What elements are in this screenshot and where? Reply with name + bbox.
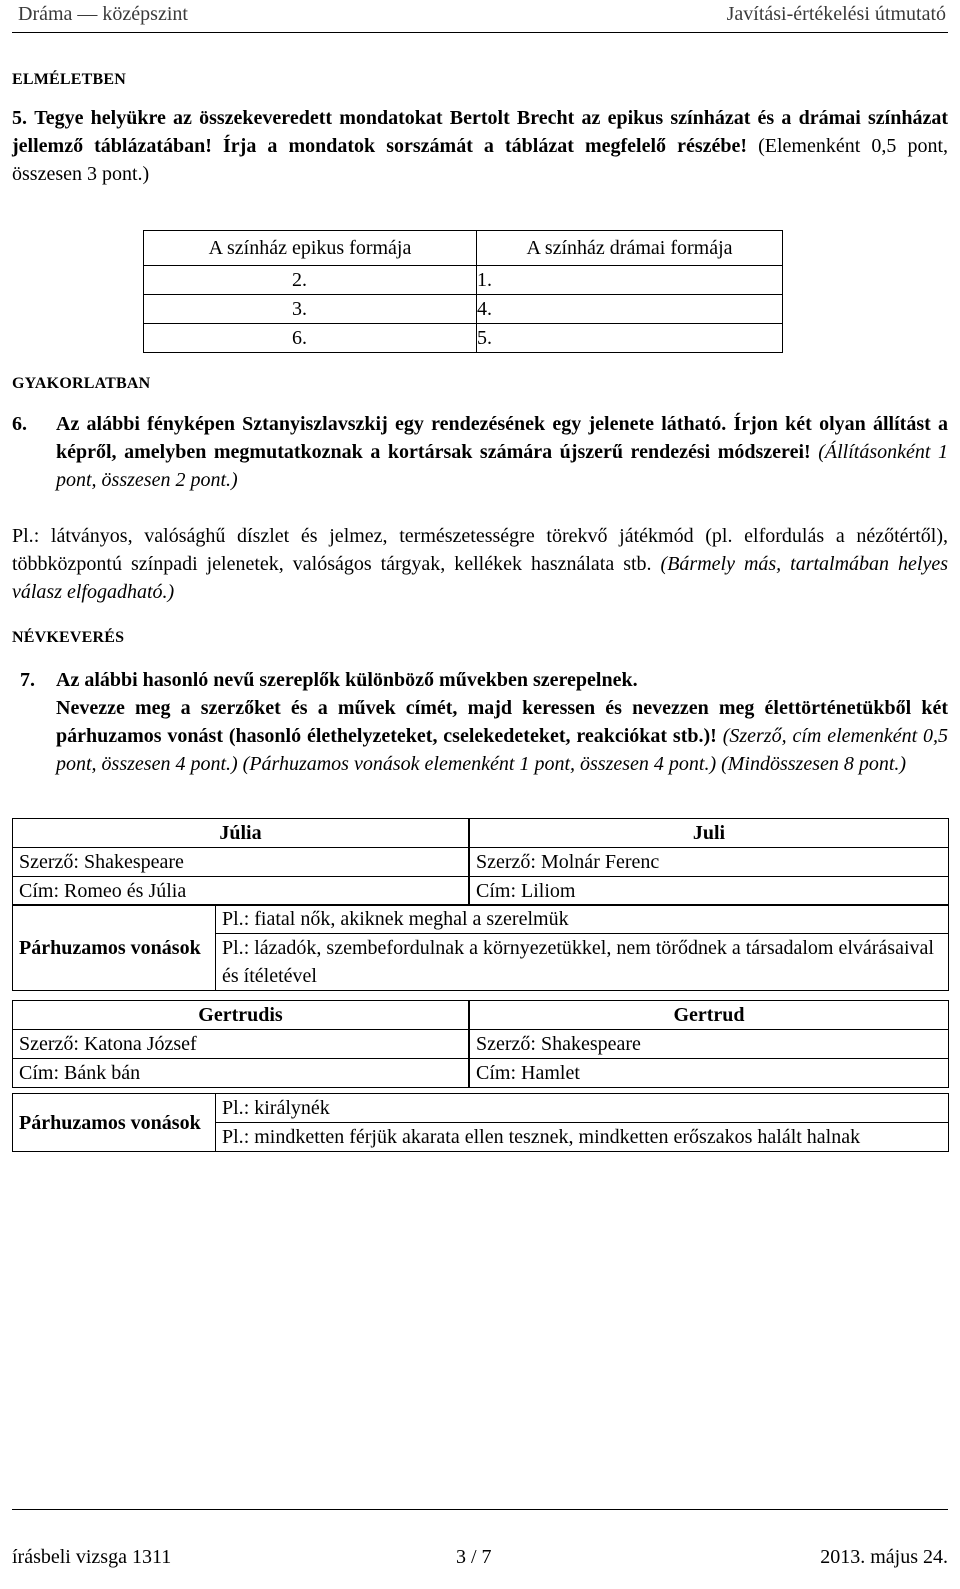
pair-right-name: Juli [470, 819, 949, 848]
question-6 [56, 410, 948, 494]
parallel-text: : mindketten férjük akarata ellen tesznek, mindketten erőszakos halált halnak [243, 1126, 861, 1148]
question-6-number: 6. [12, 413, 27, 435]
parallels-label: Párhuzamos vonások [13, 1094, 216, 1152]
question-5-score: (Elemenként 0,5 pont, összesen 3 pont.) [12, 135, 949, 185]
table-row [144, 295, 783, 324]
parallels-table [12, 904, 949, 991]
parallel-prefix: Pl. [222, 1126, 244, 1148]
question-5-text: Tegye helyükre az összekeveredett mondatokat Bertolt Brecht az epikus színházat és a drámai színházat jellemző táblázatában! Írja a mondatok sorszámát a táblázat megfelelő részébe! [12, 107, 949, 157]
parallels-table [12, 1093, 949, 1152]
parallel-prefix: Pl. [222, 908, 244, 930]
header-subject: Dráma — középszint [18, 3, 188, 25]
pair-left-name: Gertrudis [13, 1001, 469, 1030]
brecht-table [143, 230, 783, 353]
question-7-line1: Az alábbi hasonló nevű szereplők különböző művekben szerepelnek. [56, 669, 638, 691]
pair-left-name: Júlia [13, 819, 469, 848]
parallel-item [216, 1094, 949, 1123]
question-5 [12, 104, 948, 188]
table-cell: 6. [144, 324, 477, 353]
table-cell: 3. [144, 295, 477, 324]
question-6-text: Az alábbi fényképen Sztanyiszlavszkij egy rendezésének egy jelenete látható. Írjon két olyan állítást a képről, amelyben megmutatkoznak a kortársak számára újszerű rendezési módszerei! [56, 413, 948, 463]
table-row [144, 324, 783, 353]
parallels-label: Párhuzamos vonások [13, 905, 216, 991]
page-footer [12, 1543, 948, 1573]
answer-6 [12, 522, 948, 606]
footer-date: 2013. május 24. [820, 1546, 948, 1568]
header-rule [12, 32, 948, 33]
parallel-text: : fiatal nők, akiknek meghal a szerelmük [243, 908, 569, 930]
parallel-text: : királynék [243, 1097, 330, 1119]
character-pair-table [12, 818, 949, 906]
brecht-table-header-dramatic: A színház drámai formája [477, 231, 783, 266]
parallel-item [216, 934, 949, 991]
pair-left-title: Cím: Romeo és Júlia [13, 877, 469, 906]
pair-right-title: Cím: Liliom [470, 877, 949, 906]
brecht-table-header-epic: A színház epikus formája [144, 231, 477, 266]
parallel-text: : lázadók, szembefordulnak a környezetükkel, nem törődnek a társadalom elvárásaival és ítéletével [222, 937, 934, 987]
footer-exam-code: írásbeli vizsga 1311 [12, 1546, 172, 1568]
parallel-item [216, 1123, 949, 1152]
question-7-line2: Nevezze meg a szerzőket és a művek címét, majd keressen és nevezzen meg élettörténetükből két párhuzamos vonást (hasonló élethelyzeteket, cselekedeteket, reakciókat stb.)! [56, 697, 948, 747]
pair-left-author: Szerző: Katona József [13, 1030, 469, 1059]
character-pair-table [12, 1000, 949, 1088]
answer-6-note: (Bármely más, tartalmában helyes válasz elfogadható.) [12, 553, 949, 603]
question-7-number: 7. [20, 669, 35, 691]
section-heading-name-mix: NÉVKEVERÉS [12, 629, 125, 646]
pair-right-title: Cím: Hamlet [470, 1059, 949, 1088]
table-cell: 1. [477, 266, 783, 295]
answer-6-text: : látványos, valósághű díszlet és jelmez, természetességre törekvő játékmód (pl. elfordulás a nézőtértől), többközpontú színpadi jelenetek, valóságos tárgyak, kellékek használata stb. [12, 525, 948, 575]
pair-right-author: Szerző: Shakespeare [470, 1030, 949, 1059]
table-row [144, 266, 783, 295]
header-doc-type: Javítási-értékelési útmutató [726, 3, 946, 25]
pair-left-title: Cím: Bánk bán [13, 1059, 469, 1088]
table-cell: 2. [144, 266, 477, 295]
section-heading-theory: ELMÉLETBEN [12, 71, 127, 88]
question-6-score: (Állításonként 1 pont, összesen 2 pont.) [56, 441, 948, 491]
parallel-prefix: Pl. [222, 1097, 244, 1119]
parallel-item [216, 905, 949, 934]
page-header [12, 0, 948, 32]
question-7 [56, 666, 948, 778]
pair-right-name: Gertrud [470, 1001, 949, 1030]
parallel-prefix: Pl. [222, 937, 244, 959]
pair-left-author: Szerző: Shakespeare [13, 848, 469, 877]
question-5-number: 5. [12, 107, 27, 129]
answer-6-prefix: Pl. [12, 525, 34, 547]
footer-rule [12, 1509, 948, 1510]
footer-page-number: 3 / 7 [456, 1546, 492, 1568]
pair-right-author: Szerző: Molnár Ferenc [470, 848, 949, 877]
section-heading-practice: GYAKORLATBAN [12, 375, 151, 392]
table-cell: 5. [477, 324, 783, 353]
table-cell: 4. [477, 295, 783, 324]
question-7-score: (Szerző, cím elemenként 0,5 pont, összesen 4 pont.) (Párhuzamos vonások elemenként 1 pont, összesen 4 pont.) (Mindösszesen 8 pont.) [56, 725, 948, 775]
